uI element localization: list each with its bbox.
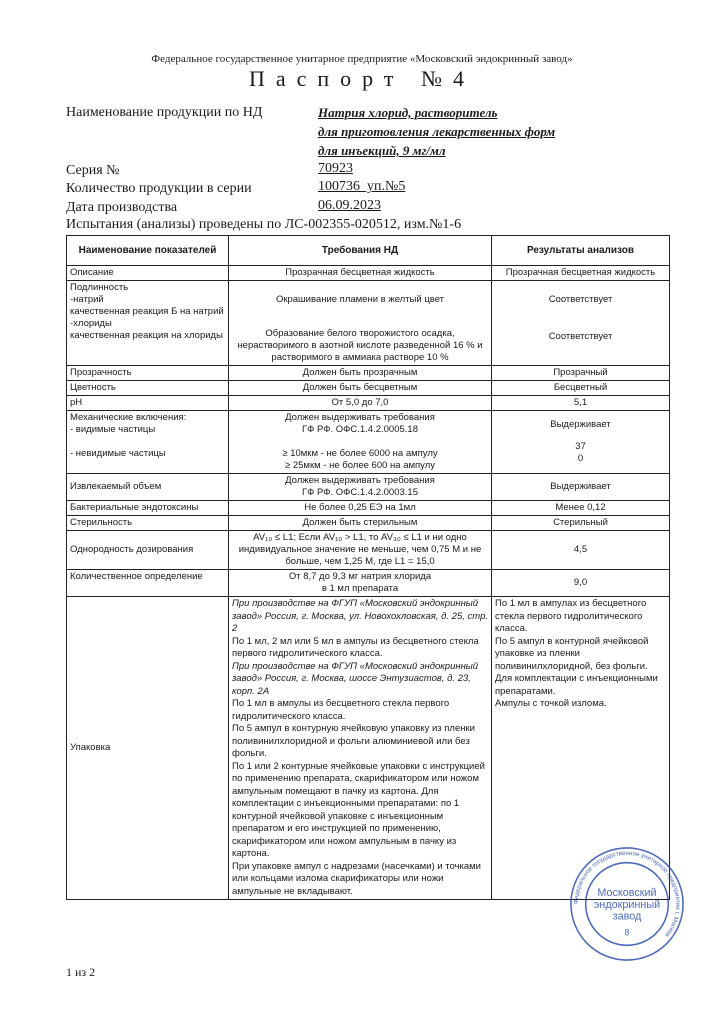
document-title: Паспорт №4 (248, 66, 475, 91)
row-requirement: Должен быть прозрачным (229, 366, 492, 381)
row-name: Стерильность (67, 516, 229, 531)
table-row (67, 531, 670, 570)
pack-result: Для комплектации с инъекционными препаратами. (495, 673, 658, 697)
particles-res: Выдерживает (550, 419, 611, 430)
row-requirement: Прозрачная бесцветная жидкость (229, 266, 492, 281)
row-result: Стерильный (492, 516, 670, 531)
row-result (492, 411, 670, 474)
product-line: для приготовления лекарственных форм (318, 124, 556, 139)
table-row (67, 516, 670, 531)
header-results: Результаты анализов (492, 236, 670, 266)
row-requirement: Не более 0,25 ЕЭ на 1мл (229, 501, 492, 516)
table-row (67, 381, 670, 396)
particles-req: Должен выдерживать требования (285, 412, 435, 423)
row-requirement: Должен быть бесцветным (229, 381, 492, 396)
identity-sodium: -натрий (70, 294, 104, 305)
row-requirement (229, 411, 492, 474)
volume-req: Должен выдерживать требования (285, 475, 435, 486)
stamp-line: Московский (597, 887, 657, 900)
pack-text: По 1 мл, 2 мл или 5 мл в ампулы из бесцветного стекла первого гидролитического класса. (232, 635, 479, 659)
row-result: Прозрачный (492, 366, 670, 381)
table-row (67, 474, 670, 501)
row-requirement: AV₁₀ ≤ L1; Если AV₁₀ > L1, то AV₃₀ ≤ L1 и ни одно индивидуальное значение не меньше, чем 0,75 М и не больше, чем 1,25 М, где L1 = 15,0 (229, 531, 492, 570)
row-name: Упаковка (67, 597, 229, 900)
row-result: Прозрачная бесцветная жидкость (492, 266, 670, 281)
stamp-number: 8 (624, 927, 630, 938)
pack-site-1: При производстве на ФГУП «Московский эндокринный завод» Россия, г. Москва, ул. Новохохловская, д. 25, стр. 2 (232, 598, 488, 634)
header-name: Наименование показателей (67, 236, 229, 266)
organization-name: Федеральное государственное унитарное предприятие «Московский эндокринный завод» (151, 53, 573, 65)
row-name: Прозрачность (67, 366, 229, 381)
row-result: 4,5 (492, 531, 670, 570)
row-result: 9,0 (492, 570, 670, 597)
particles-req: ≥ 10мкм - не более 6000 на ампулу (282, 448, 438, 459)
assay-req: От 8,7 до 9,3 мг натрия хлорида (288, 571, 432, 582)
particles-invisible: - невидимые частицы (70, 448, 166, 459)
particles-visible: - видимые частицы (70, 424, 156, 435)
product-label: Наименование продукции по НД (66, 105, 263, 120)
pack-result: Ампулы с точкой излома. (495, 698, 607, 709)
row-result: 5,1 (492, 396, 670, 411)
pack-site-2: При производстве на ФГУП «Московский эндокринный завод» Россия, г. Москва, шоссе Энтузиастов, д. 23, корп. 2А (232, 660, 479, 697)
date-label: Дата производства (66, 200, 178, 215)
series-label: Серия № (66, 163, 120, 178)
row-requirement (229, 597, 492, 900)
row-name (67, 411, 229, 474)
row-requirement (229, 474, 492, 501)
row-result: Выдерживает (492, 474, 670, 501)
product-line: Натрия хлорид, растворитель (318, 105, 498, 120)
particles-req: ≥ 25мкм - не более 600 на ампулу (285, 460, 435, 471)
quantity-label: Количество продукции в серии (66, 181, 252, 196)
table-row (67, 281, 670, 366)
identity-title: Подлинность (70, 282, 129, 293)
date-value: 06.09.2023 (318, 198, 381, 213)
table-row (67, 411, 670, 474)
row-requirement: От 5,0 до 7,0 (229, 396, 492, 411)
table-row (67, 366, 670, 381)
row-name: Извлекаемый объем (67, 474, 229, 501)
pack-text: По 1 мл в ампулы из бесцветного стекла первого гидролитического класса. (232, 698, 450, 722)
row-name: Бактериальные эндотоксины (67, 501, 229, 516)
row-requirement (229, 281, 492, 366)
row-name: Цветность (67, 381, 229, 396)
tests-line: Испытания (анализы) проведены по ЛС-002355-020512, изм.№1-6 (66, 217, 462, 232)
identity-chloride: -хлориды (70, 318, 112, 329)
quantity-value: 100736 уп.№5 (318, 179, 406, 194)
particles-res: 0 (577, 453, 584, 464)
particles-req: ГФ РФ. ОФС.1.4.2.0005.18 (302, 424, 418, 435)
stamp-line: завод (612, 910, 642, 923)
particles-res: 37 (575, 441, 586, 452)
table-row (67, 266, 670, 281)
row-requirement: Должен быть стерильным (229, 516, 492, 531)
table-row (67, 570, 670, 597)
pack-result: По 5 ампул в контурной ячейковой упаковке из пленки поливинилхлоридной, без фольги. (495, 635, 649, 672)
res-sodium: Соответствует (548, 294, 613, 305)
stamp-outer-textpath: Федеральное государственное унитарное предприятие г. Москва (572, 849, 682, 939)
row-name: Количественное определение (67, 570, 229, 597)
table-row (67, 396, 670, 411)
pack-text: При упаковке ампул с надрезами (насечками) и точками или кольцами излома скарификаторы или ножи ампульные не вкладывают. (232, 860, 481, 897)
particles-title: Механические включения: (70, 412, 187, 423)
results-table (66, 235, 670, 900)
pack-text: По 5 ампул в контурную ячейковую упаковку из пленки поливинилхлоридной и фольги алюминиевой или без фольги. (232, 723, 475, 759)
row-result: Менее 0,12 (492, 501, 670, 516)
row-requirement (229, 570, 492, 597)
row-name: Описание (67, 266, 229, 281)
volume-req: ГФ РФ. ОФС.1.4.2.0003.15 (302, 487, 418, 498)
series-value: 70923 (318, 161, 353, 176)
product-name (318, 103, 555, 160)
table-row (67, 501, 670, 516)
identity-sodium-test: качественная реакция Б на натрий (70, 306, 224, 317)
identity-chloride-test: качественная реакция на хлориды (70, 330, 223, 341)
company-stamp (568, 845, 686, 963)
res-chloride: Соответствует (548, 331, 613, 342)
stamp-line: эндокринный (593, 898, 661, 911)
req-sodium: Окрашивание пламени в желтый цвет (275, 294, 445, 305)
row-name: Однородность дозирования (67, 531, 229, 570)
row-name (67, 281, 229, 366)
pack-text: По 1 или 2 контурные ячейковые упаковки с инструкцией по применению препарата, скарификатором или ножом ампульным помещают в пачку из картона. Для комплектации с инъекционными препаратами: по 1 контурной ячейковой упаковке с инъекционным препаратом и его инструкцией по применению, скарификатором или ножом ампульным в пачку из картона. (232, 760, 485, 859)
page-number: 1 из 2 (66, 965, 96, 979)
req-chloride: Образование белого творожистого осадка, нерастворимого в азотной кислоте разведенной 16 % и растворимого в аммиака растворе 10 % (237, 328, 483, 363)
row-result (492, 281, 670, 366)
header-requirements: Требования НД (229, 236, 492, 266)
row-result: Бесцветный (492, 381, 670, 396)
product-line: для инъекций, 9 мг/мл (318, 143, 446, 158)
row-name: pH (67, 396, 229, 411)
table-header-row (67, 236, 670, 266)
assay-req: в 1 мл препарата (321, 583, 399, 594)
pack-result: По 1 мл в ампулах из бесцветного стекла первого гидролитического класса. (495, 598, 647, 634)
